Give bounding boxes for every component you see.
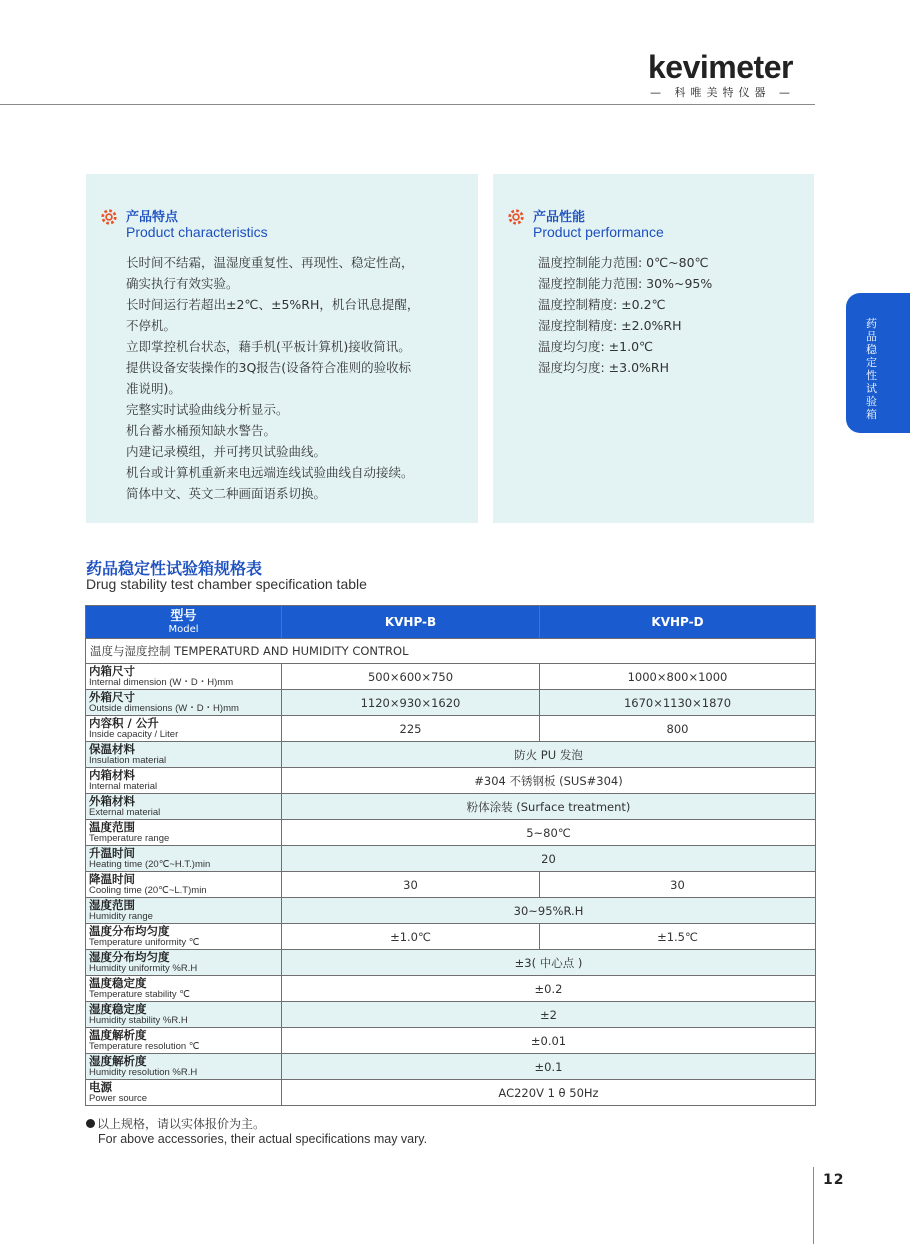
header-kvhp-d: KVHP-D <box>540 606 816 639</box>
table-title-en: Drug stability test chamber specification table <box>86 576 367 592</box>
row-value: 30~95%R.H <box>282 898 816 924</box>
row-value-b: ±1.0℃ <box>282 924 540 950</box>
list-item: 提供设备安装操作的3Q报告(设备符合准则的验收标 <box>126 360 412 375</box>
row-label-cn: 温度范围 <box>89 820 135 834</box>
list-item: 内建记录模组，并可拷贝试验曲线。 <box>126 444 327 459</box>
row-value: AC220V 1 θ 50Hz <box>282 1080 816 1106</box>
row-label-cn: 温度稳定度 <box>89 976 147 990</box>
row-label-cn: 湿度解析度 <box>89 1054 147 1068</box>
page-number-divider <box>813 1167 814 1244</box>
row-value-b: 30 <box>282 872 540 898</box>
table-row <box>86 1054 816 1080</box>
page-number: 12 <box>823 1172 845 1188</box>
row-value-d: 30 <box>540 872 816 898</box>
characteristics-title-cn: 产品特点 <box>126 210 179 225</box>
row-label <box>86 820 282 846</box>
row-label <box>86 898 282 924</box>
row-value: ±2 <box>282 1002 816 1028</box>
table-row <box>86 820 816 846</box>
row-label-cn: 内容积 / 公升 <box>89 716 159 730</box>
row-label-en: Power source <box>89 1093 148 1104</box>
row-label-cn: 外箱尺寸 <box>89 690 135 704</box>
list-item: 确实执行有效实验。 <box>126 276 239 291</box>
list-item: 长时间运行若超出±2℃、±5%RH，机台讯息提醒， <box>126 297 420 312</box>
row-label-en: Temperature range <box>89 833 170 844</box>
performance-title-en: Product performance <box>533 224 664 240</box>
row-label-cn: 内箱尺寸 <box>89 664 135 678</box>
row-label-en: Temperature uniformity ℃ <box>89 937 200 948</box>
row-label <box>86 1054 282 1080</box>
row-label-en: Humidity range <box>89 911 153 922</box>
row-label-en: Heating time (20℃~H.T.)min <box>89 859 211 870</box>
row-value: ±3( 中心点 ) <box>282 950 816 976</box>
row-label <box>86 742 282 768</box>
row-label <box>86 976 282 1002</box>
table-row <box>86 1080 816 1106</box>
bullet-icon <box>86 1119 95 1128</box>
row-label <box>86 794 282 820</box>
list-item: 温度控制能力范围: 0℃~80℃ <box>538 255 709 270</box>
row-label <box>86 716 282 742</box>
table-row <box>86 690 816 716</box>
row-label-cn: 降温时间 <box>89 872 135 886</box>
row-label-cn: 外箱材料 <box>89 794 135 808</box>
row-label <box>86 872 282 898</box>
table-row <box>86 872 816 898</box>
characteristics-list <box>126 252 419 504</box>
table-row <box>86 1002 816 1028</box>
list-item: 准说明)。 <box>126 381 181 396</box>
row-label-cn: 内箱材料 <box>89 768 135 782</box>
table-row <box>86 742 816 768</box>
row-value-d: ±1.5℃ <box>540 924 816 950</box>
spec-table <box>85 605 816 1106</box>
row-label-cn: 电源 <box>89 1080 112 1094</box>
row-value-b: 1120×930×1620 <box>282 690 540 716</box>
row-value-b: 500×600×750 <box>282 664 540 690</box>
table-row <box>86 716 816 742</box>
table-row <box>86 950 816 976</box>
list-item: 简体中文、英文二种画面语系切换。 <box>126 486 327 501</box>
row-label-cn: 湿度分布均匀度 <box>89 950 170 964</box>
footnote-en: For above accessories, their actual specifications may vary. <box>98 1132 428 1146</box>
header-kvhp-b: KVHP-B <box>282 606 540 639</box>
brand-subtitle: 科唯美特仪器 <box>674 86 771 99</box>
list-item: 完整实时试验曲线分析显示。 <box>126 402 289 417</box>
row-label <box>86 768 282 794</box>
row-label <box>86 1028 282 1054</box>
row-label-cn: 温度分布均匀度 <box>89 924 170 938</box>
header-divider <box>0 104 815 105</box>
row-label <box>86 1080 282 1106</box>
table-row <box>86 898 816 924</box>
list-item: 温度均匀度: ±1.0℃ <box>538 339 654 354</box>
header-model <box>86 606 282 639</box>
table-row <box>86 1028 816 1054</box>
performance-list <box>538 252 712 378</box>
row-label-en: Humidity stability %R.H <box>89 1015 188 1026</box>
row-value-d: 1000×800×1000 <box>540 664 816 690</box>
footnote-cn: 以上规格，请以实体报价为主。 <box>97 1117 266 1131</box>
table-section-row <box>86 639 816 664</box>
row-label <box>86 924 282 950</box>
footnote <box>86 1117 427 1147</box>
row-label <box>86 690 282 716</box>
row-value-d: 800 <box>540 716 816 742</box>
row-label-en: Temperature resolution ℃ <box>89 1041 200 1052</box>
table-header-row <box>86 606 816 639</box>
list-item: 湿度均匀度: ±3.0%RH <box>538 360 669 375</box>
list-item: 温度控制精度: ±0.2℃ <box>538 297 666 312</box>
table-row <box>86 794 816 820</box>
row-value-b: 225 <box>282 716 540 742</box>
table-row <box>86 924 816 950</box>
row-label-cn: 湿度稳定度 <box>89 1002 147 1016</box>
row-value: 5~80℃ <box>282 820 816 846</box>
table-row <box>86 768 816 794</box>
row-value-d: 1670×1130×1870 <box>540 690 816 716</box>
row-value: ±0.1 <box>282 1054 816 1080</box>
row-value: #304 不锈钢板 (SUS#304) <box>282 768 816 794</box>
row-label-en: Temperature stability ℃ <box>89 989 190 1000</box>
gear-icon <box>507 208 525 226</box>
performance-title-cn: 产品性能 <box>533 210 586 225</box>
header-model-cn: 型号 <box>170 608 197 624</box>
row-value: ±0.01 <box>282 1028 816 1054</box>
row-label-en: Cooling time (20℃~L.T)min <box>89 885 207 896</box>
row-label-cn: 保温材料 <box>89 742 135 756</box>
performance-panel <box>493 174 814 523</box>
list-item: 湿度控制精度: ±2.0%RH <box>538 318 682 333</box>
row-label <box>86 846 282 872</box>
list-item: 立即掌控机台状态，藉手机(平板计算机)接收简讯。 <box>126 339 411 354</box>
row-value: 20 <box>282 846 816 872</box>
row-value: 防火 PU 发泡 <box>282 742 816 768</box>
row-label-en: Outside dimensions (W・D・H)mm <box>89 703 239 714</box>
section-side-tab <box>846 293 910 433</box>
row-label-en: Insulation material <box>89 755 167 766</box>
section-label: 温度与湿度控制 TEMPERATURD AND HUMIDITY CONTROL <box>86 639 816 664</box>
brand-logo: kevimeter — 科唯美特仪器 — <box>648 50 818 100</box>
row-label-en: Humidity resolution %R.H <box>89 1067 198 1078</box>
brand-name: kevimeter <box>648 49 793 85</box>
characteristics-title-en: Product characteristics <box>126 224 268 240</box>
row-value: ±0.2 <box>282 976 816 1002</box>
side-tab-label: 药品稳定性试验箱 <box>866 317 877 421</box>
table-title-cn: 药品稳定性试验箱规格表 <box>86 559 263 578</box>
row-label-en: Inside capacity / Liter <box>89 729 179 740</box>
gear-icon <box>100 208 118 226</box>
row-label-en: External material <box>89 807 161 818</box>
table-row <box>86 976 816 1002</box>
row-label-en: Internal material <box>89 781 158 792</box>
list-item: 长时间不结霜，温湿度重复性、再现性、稳定性高， <box>126 255 414 270</box>
header-model-en: Model <box>168 623 199 635</box>
list-item: 湿度控制能力范围: 30%~95% <box>538 276 713 291</box>
row-label-en: Humidity uniformity %R.H <box>89 963 198 974</box>
row-label <box>86 664 282 690</box>
table-row <box>86 846 816 872</box>
row-label <box>86 1002 282 1028</box>
list-item: 不停机。 <box>126 318 177 333</box>
characteristics-panel <box>86 174 478 523</box>
row-label <box>86 950 282 976</box>
row-value: 粉体涂装 (Surface treatment) <box>282 794 816 820</box>
row-label-cn: 湿度范围 <box>89 898 135 912</box>
list-item: 机台或计算机重新来电远端连线试验曲线自动接续。 <box>126 465 414 480</box>
list-item: 机台蓄水桶预知缺水警告。 <box>126 423 277 438</box>
row-label-cn: 升温时间 <box>89 846 135 860</box>
row-label-en: Internal dimension (W・D・H)mm <box>89 677 234 688</box>
row-label-cn: 温度解析度 <box>89 1028 147 1042</box>
table-row <box>86 664 816 690</box>
